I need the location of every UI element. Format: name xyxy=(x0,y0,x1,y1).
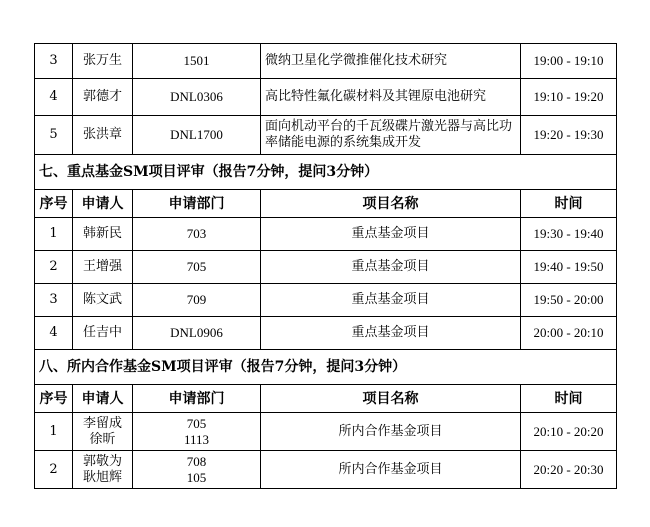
table-row xyxy=(35,284,617,317)
table-header-row xyxy=(35,385,617,413)
department-code: 708 xyxy=(186,453,207,469)
table-header-row xyxy=(35,190,617,218)
project-name: 重点基金项目 xyxy=(261,218,521,251)
time-slot: 19:00 - 19:10 xyxy=(521,44,617,79)
table-row xyxy=(35,116,617,155)
header-number: 序号 xyxy=(35,385,73,413)
table-row xyxy=(35,451,617,489)
department-codes xyxy=(133,451,261,489)
section-title: 八、所内合作基金SM项目评审（报告7分钟，提问3分钟） xyxy=(35,350,617,385)
applicant-name: 郭敬为 xyxy=(82,453,122,469)
applicant-name: 王增强 xyxy=(73,251,133,284)
project-name: 重点基金项目 xyxy=(261,284,521,317)
applicant-name: 张万生 xyxy=(73,44,133,79)
header-project: 项目名称 xyxy=(261,385,521,413)
time-slot: 19:40 - 19:50 xyxy=(521,251,617,284)
header-department: 申请部门 xyxy=(133,385,261,413)
department-code: 1501 xyxy=(133,44,261,79)
project-name: 所内合作基金项目 xyxy=(261,451,521,489)
header-applicant: 申请人 xyxy=(73,385,133,413)
project-name: 重点基金项目 xyxy=(261,317,521,350)
applicant-names xyxy=(73,451,133,489)
department-code: 1113 xyxy=(183,431,210,447)
applicant-name: 韩新民 xyxy=(73,218,133,251)
row-number: 4 xyxy=(35,317,73,350)
row-number: 5 xyxy=(35,116,73,155)
department-code: 705 xyxy=(186,415,207,431)
header-time: 时间 xyxy=(521,385,617,413)
department-code: 105 xyxy=(186,469,207,485)
section-title: 七、重点基金SM项目评审（报告7分钟，提问3分钟） xyxy=(35,155,617,190)
schedule-table xyxy=(34,43,617,489)
table-row xyxy=(35,79,617,116)
applicant-name: 李留成 xyxy=(82,415,122,431)
section-title-row xyxy=(35,350,617,385)
department-code: DNL0306 xyxy=(133,79,261,116)
time-slot: 19:20 - 19:30 xyxy=(521,116,617,155)
header-number: 序号 xyxy=(35,190,73,218)
row-number: 1 xyxy=(35,413,73,451)
project-name: 高比特性氟化碳材料及其锂原电池研究 xyxy=(261,79,521,116)
header-applicant: 申请人 xyxy=(73,190,133,218)
applicant-name: 任吉中 xyxy=(73,317,133,350)
header-project: 项目名称 xyxy=(261,190,521,218)
project-name: 所内合作基金项目 xyxy=(261,413,521,451)
table-row xyxy=(35,413,617,451)
table-row xyxy=(35,44,617,79)
department-code: 705 xyxy=(133,251,261,284)
department-code: DNL1700 xyxy=(133,116,261,155)
applicant-names xyxy=(73,413,133,451)
time-slot: 20:10 - 20:20 xyxy=(521,413,617,451)
time-slot: 19:50 - 20:00 xyxy=(521,284,617,317)
applicant-name: 耿旭辉 xyxy=(82,469,122,485)
department-code: DNL0906 xyxy=(133,317,261,350)
table-row xyxy=(35,218,617,251)
applicant-name: 郭德才 xyxy=(73,79,133,116)
applicant-name: 徐昕 xyxy=(89,431,116,447)
project-name: 面向机动平台的千瓦级碟片激光器与高比功率储能电源的系统集成开发 xyxy=(261,116,521,155)
time-slot: 19:10 - 19:20 xyxy=(521,79,617,116)
applicant-name: 陈文武 xyxy=(73,284,133,317)
header-department: 申请部门 xyxy=(133,190,261,218)
time-slot: 20:20 - 20:30 xyxy=(521,451,617,489)
project-name: 重点基金项目 xyxy=(261,251,521,284)
row-number: 2 xyxy=(35,251,73,284)
table-row xyxy=(35,317,617,350)
project-name: 微纳卫星化学微推催化技术研究 xyxy=(261,44,521,79)
row-number: 2 xyxy=(35,451,73,489)
row-number: 1 xyxy=(35,218,73,251)
header-time: 时间 xyxy=(521,190,617,218)
row-number: 3 xyxy=(35,284,73,317)
time-slot: 20:00 - 20:10 xyxy=(521,317,617,350)
time-slot: 19:30 - 19:40 xyxy=(521,218,617,251)
table-row xyxy=(35,251,617,284)
row-number: 3 xyxy=(35,44,73,79)
applicant-name: 张洪章 xyxy=(73,116,133,155)
department-code: 703 xyxy=(133,218,261,251)
section-title-row xyxy=(35,155,617,190)
department-code: 709 xyxy=(133,284,261,317)
row-number: 4 xyxy=(35,79,73,116)
department-codes xyxy=(133,413,261,451)
